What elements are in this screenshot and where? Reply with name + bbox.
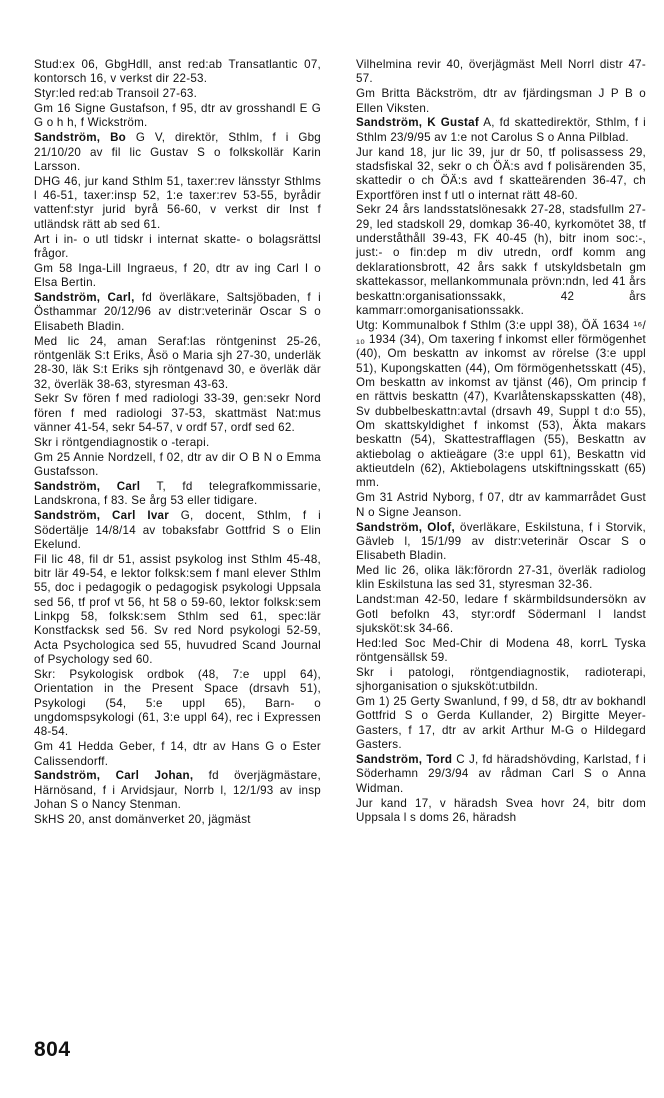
entry-name: Sandström, Carl Johan,	[34, 769, 194, 783]
text-paragraph	[356, 319, 646, 491]
entry-text: Jur kand 17, v häradsh Svea hovr 24, bitr dom Uppsala l s doms 26, häradsh	[356, 796, 646, 824]
left-column	[34, 58, 321, 827]
text-paragraph	[356, 491, 646, 520]
entry-text: Gm 25 Annie Nordzell, f 02, dtr av dir O B N o Emma Gustafsson.	[34, 450, 321, 479]
text-paragraph	[356, 593, 646, 636]
entry-text: G V, direktör, Sthlm, f i Gbg 21/10/20 av fil lic Gustav S o folkskollär Karin Larsson.	[34, 131, 322, 173]
entry-paragraph	[34, 509, 321, 552]
entry-paragraph	[356, 521, 646, 564]
entry-text: Gm 1) 25 Gerty Swanlund, f 99, d 58, dtr av bokhandl Gottfrid S o Gerda Kullander, 2) Birgitte Meyer-Gasters, f 17, dtr av arkit Arthur M-G o Hildegard Gasters.	[356, 695, 646, 752]
entry-text: Art i in- o utl tidskr i internat skatte- o bolagsrättsl frågor.	[34, 232, 321, 260]
right-column	[356, 58, 646, 825]
entry-paragraph	[34, 480, 321, 509]
entry-text: Vilhelmina revir 40, överjägmäst Mell Norrl distr 47-57.	[356, 58, 646, 86]
entry-text: Utg: Kommunalbok f Sthlm (3:e uppl 38), ÖÄ 1634 ¹⁶/₁₀ 1934 (34), Om taxering f inkomst eller förmögenhet (40), Om beskattn av inkomst av rörelse (3:e uppl 51), Kupongskatten (44), Om förmögenhetsskatt (45), Om beskattn av inkomst av tjänst (46), Om princip f en rättvis beskattn (47), Kvarlåtenskapsskatten (48), Sv dubbelbeskattn:avtal (drsavh 49, Suppl t d:o 55), Om skattskyldighet f inkomst (53), Äkta makars beskattn (54), Skattestrafflagen (55), Beskattn av aktiebolag o aktieägare (3:e uppl 61), Beskattn vid aktieutdeln (62), Aktiebolagens utskiftningsskatt (65) mm.	[356, 318, 646, 490]
entry-paragraph	[356, 116, 646, 145]
text-paragraph	[34, 668, 321, 740]
text-paragraph	[34, 813, 321, 827]
entry-paragraph	[356, 753, 646, 796]
entry-name: Sandström, Olof,	[356, 520, 455, 534]
text-paragraph	[34, 87, 321, 101]
entry-text: C J, fd häradshövding, Karlstad, f i Söderhamn 29/3/94 av rådman Carl S o Anna Widman.	[356, 753, 646, 795]
entry-text: SkHS 20, anst domänverket 20, jägmäst	[34, 812, 251, 826]
entry-name: Sandström, K Gustaf	[356, 116, 479, 130]
text-paragraph	[34, 392, 321, 435]
entry-name: Sandström, Bo	[34, 131, 127, 145]
entry-text: DHG 46, jur kand Sthlm 51, taxer:rev länsstyr Sthlms l 46-51, taxer:insp 52, 1:e taxer:rev 53-55, byrådir vattenf:styr jurid byrå 56-60, v verkst dir Inst f utländsk rätt ab sed 61.	[34, 174, 321, 231]
entry-text: Jur kand 18, jur lic 39, jur dr 50, tf polisassess 29, stadsfiskal 32, sekr o ch ÖÄ:s avd f polisärenden 35, skattedir o ch ÖÄ:s avd f skatteärenden 36-47, ch Exportfören inst f utl o internat rätt 48-60.	[356, 145, 646, 202]
entry-paragraph	[34, 769, 321, 812]
entry-text: Med lic 26, olika läk:förordn 27-31, överläk radiolog klin Eskilstuna las sed 31, styresman 32-36.	[356, 564, 646, 592]
entry-text: Skr i röntgendiagnostik o -terapi.	[34, 435, 210, 449]
text-paragraph	[34, 451, 321, 480]
entry-text: Med lic 24, aman Seraf:las röntgeninst 25-26, röntgenläk S:t Eriks, Åsö o Maria sjh 27-30, underläk 28-30, läk S:t Eriks sjh röntgenavd 30, e överläk där 32, överläk 38-63, styresman 43-63.	[34, 334, 321, 391]
text-paragraph	[356, 666, 646, 695]
entry-text: Gm 58 Inga-Lill Ingraeus, f 20, dtr av ing Carl I o Elsa Bertin.	[34, 261, 321, 290]
text-paragraph	[356, 637, 646, 666]
page-number: 804	[34, 1038, 71, 1061]
entry-text: Hed:led Soc Med-Chir di Modena 48, korrL Tyska röntgensällsk 59.	[356, 636, 646, 665]
text-paragraph	[356, 797, 646, 826]
entry-text: fd överläkare, Saltsjöbaden, f i Östhammar 20/12/96 av distr:veterinär Oscar S o Elisabeth Bladin.	[34, 291, 321, 333]
entry-text: Landst:man 42-50, ledare f skärmbildsundersökn av Gotl befolkn 43, styr:ordf Södermanl l landst sjuksköt:sk 34-66.	[356, 593, 646, 635]
entry-text: G, docent, Sthlm, f i Södertälje 14/8/14 av tobaksfabr Gottfrid S o Elin Ekelund.	[34, 509, 321, 551]
entry-text: A, fd skattedirektör, Sthlm, f i Sthlm 23/9/95 av 1:e not Carolus S o Anna Pilblad.	[356, 116, 646, 144]
entry-name: Sandström, Carl,	[34, 291, 135, 304]
entry-text: Stud:ex 06, GbgHdll, anst red:ab Transatlantic 07, kontorsch 16, v verkst dir 22-53.	[34, 58, 321, 86]
text-paragraph	[356, 146, 646, 203]
text-paragraph	[34, 740, 321, 769]
text-paragraph	[34, 175, 321, 232]
text-paragraph	[356, 203, 646, 318]
text-paragraph	[34, 262, 321, 291]
entry-text: Gm 31 Astrid Nyborg, f 07, dtr av kammarrådet Gust N o Signe Jeanson.	[356, 491, 646, 519]
entry-text: Skr: Psykologisk ordbok (48, 7:e uppl 64), Orientation in the Present Space (drsavh 51), Psykologi (54, 5:e uppl 65), Barn- o ungdomspsykologi (61, 3:e uppl 64), rec i Expressen 48-54.	[34, 667, 321, 739]
text-paragraph	[34, 553, 321, 668]
entry-paragraph	[34, 291, 321, 334]
entry-name: Sandström, Tord	[356, 753, 453, 766]
entry-text: Skr i patologi, röntgendiagnostik, radioterapi, sjhorganisation o sjuksköt:utbildn.	[356, 665, 646, 694]
text-paragraph	[34, 102, 321, 131]
entry-text: Sekr 24 års landsstatslönesakk 27-28, stadsfullm 27-29, led stadskoll 29, domkap 36-40, kyrkomötet 38, tf underståthåll 39-43, FK 40-45 (h), bitr inom soc:-, just:- o fin:dep m div utredn, ordf komm ang deklarationsbrott, 42 års sakk f utskyldsbetaln gm skattekassor, mellankommunala prövn:ndn, led 41 års beskattn:organisationssakk, 42 års kammarr:omorganisationssakk.	[356, 203, 646, 317]
entry-paragraph	[34, 131, 321, 174]
text-paragraph	[356, 87, 646, 116]
entry-text: Sekr Sv fören f med radiologi 33-39, gen:sekr Nord fören f med radiologi 37-53, skattmäst Nat:mus vänner 41-54, sekr 54-57, v ordf 57, ordf sed 62.	[34, 392, 321, 435]
entry-text: Styr:led red:ab Transoil 27-63.	[34, 87, 198, 101]
entry-text: Gm 16 Signe Gustafson, f 95, dtr av grosshandl E G G o h h, f Wickström.	[34, 102, 321, 130]
text-paragraph	[34, 436, 321, 450]
text-paragraph	[34, 58, 321, 87]
entry-text: Fil lic 48, fil dr 51, assist psykolog inst Sthlm 45-48, bitr lär 49-54, e lektor folksk:sem f manl elever Sthlm 55, doc i pedagogik o pedagogisk psykologi Uppsala sed 56, tf prof vt 56, ht 58 o 59-60, lektor folksk:sem Linkpg 58, folksk:sem Sthlm sed 61, spec:lär Konstfacksk sed 56. Sv red Nord psykologi 52-59, Acta Psychologica sed 55, huvudred Scand Journal of Psychology sed 60.	[34, 552, 321, 667]
entry-text: T, fd telegrafkommissarie, Landskrona, f 83. Se årg 53 eller tidigare.	[34, 479, 321, 508]
entry-name: Sandström, Carl	[34, 479, 141, 493]
entry-text: fd överjägmästare, Härnösand, f i Arvidsjaur, Norrb l, 12/1/93 av insp Johan S o Nancy Stenman.	[34, 769, 321, 812]
entry-text: Gm Britta Bäckström, dtr av fjärdingsman J P B o Ellen Viksten.	[356, 87, 646, 115]
text-paragraph	[34, 233, 321, 262]
text-paragraph	[34, 335, 321, 392]
entry-text: Gm 41 Hedda Geber, f 14, dtr av Hans G o Ester Calissendorff.	[34, 740, 321, 768]
text-paragraph	[356, 564, 646, 593]
text-paragraph	[356, 695, 646, 752]
text-paragraph	[356, 58, 646, 87]
entry-text: överläkare, Eskilstuna, f i Storvik, Gävleb l, 15/1/99 av distr:veterinär Oscar S o Elisabeth Bladin.	[356, 520, 646, 563]
entry-name: Sandström, Carl Ivar	[34, 509, 169, 523]
